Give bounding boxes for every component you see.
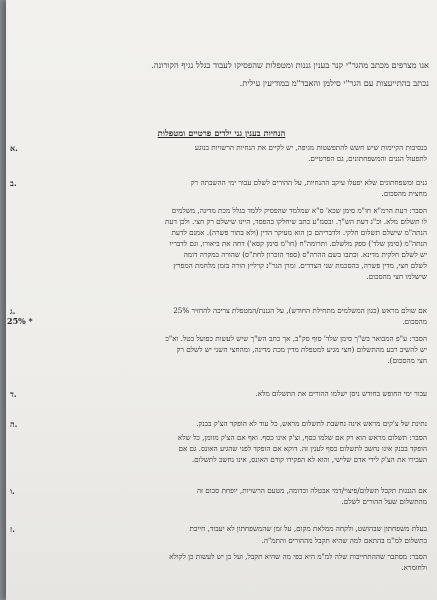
intro-line: אנו מצרפים מכתב מהגר"י קנר בענין גננות ומטפלות שהפסיקו לעבוד בגלל נגיף הקורונה.	[151, 60, 429, 70]
document-title: הנחיות בענין גני ילדים פרטיים ומטפלות	[157, 128, 286, 138]
section-line: בתשלום למ"מ בהתאם למה שהיא תקבל מההורים והתמ"ה.	[261, 536, 427, 545]
document-page	[6, 0, 437, 600]
section-line: מהתשלום שעל ההורים לשלם.	[341, 497, 427, 506]
margin-note: 25% *	[7, 316, 33, 326]
section-line: נתינת של צ'קים מראש אינה נחשבת לתשלום מראש, כל עוד לא הופקד הצ'ק בבנק.	[196, 419, 427, 428]
section-line: הסבר: ע"פ המבואר בש"ך סימן שלד' סוף סק"ב, אך כתב הש"ך שיש לעשות כפועל בטל. וא"כ	[165, 334, 427, 343]
section-line: לתפעול הגנים והמשפחתונים, גם הפרטיים.	[308, 154, 427, 163]
section-line: אם הגננות תקבל תשלום/פיצוי/דמי אבטלה וכדומה, מטעם הרשויות, יופחת סכום זה	[196, 486, 427, 495]
section-label: ה.	[10, 419, 18, 429]
section-line: גנים ומשפחתונים שלא יפעלו עיקב ההנחיות, על ההורים לשלם עבור ימי ההשבתה רק	[190, 178, 427, 187]
section-label: א.	[10, 143, 18, 153]
section-line: הנתה"מ (סימן שלד') ספק מלשלם. ותרומה"ח (חו"מ סימן קסא') דחה את ביאורו, וגם לדבריו	[169, 239, 427, 248]
section-line: לשלם חצי, מדין פשרה, בהסכמת שני הצדדים. ומרן הגר"נ קרליץ הורה בזמן מלחמת המפרץ	[173, 261, 427, 270]
section-line: אם שולם מראש (כגון המשלמים מתחילת החודש), על הגננת/המטפלת צריכה להחזיר 25%	[173, 306, 427, 315]
section-label: ג.	[10, 306, 16, 316]
section-line: מחצית מהסכום.	[381, 189, 427, 198]
section-label: ד.	[10, 389, 17, 399]
section-line: חצי מהסכום).	[387, 356, 427, 365]
section-line: עבור ימי החופש בחודש ניסן ישלמו ההורים את התשלום מלא.	[255, 389, 427, 398]
section-line: העבירו את הצ'ק לידי אדם שלישי, והוא לא הפקידו קודם האונס, אינו נחשב לתשלום.	[191, 455, 427, 464]
section-line: ולחומרא.	[401, 563, 427, 572]
section-label: ב.	[10, 178, 17, 188]
section-line: יש לשלם חלקית מדינא. וכתבו בשם ההרה"ס (ספר הזכרון לחת"ס) שהורה במקרה דומה	[183, 250, 427, 259]
section-line: בנסיבות הקיימות שיש חשש להתפשטות מגיפה, יש לקיים את הנחיות הרשויות בנוגע	[194, 143, 427, 152]
section-line: הנתה"מ שישלם תשלום חלקי. ולדבריהם כן הוא מעיקר הדין (ולא בתור פשרה). אמנם לדעת	[171, 228, 427, 237]
section-line: הסבר: מסתבר שההתחייבות שלה למ"מ היא כפי מה שהיא תקבל, ועל כן יש לעשות כן לקולא	[169, 552, 427, 561]
section-label: ז.	[10, 524, 16, 534]
section-line: בעלת משפחתון שבהושט, ולקחה ממלאת מקום, על זמן שהמשפחתון לא יעבוד, חייבת	[189, 524, 427, 533]
section-line: מהסכום.	[402, 317, 427, 326]
section-line: הופקד בבנק אינו נחשב לתשלום כסף לענין זה. דוקא אם הופקד לפני שהגיע האונס. גם אם	[178, 444, 427, 453]
section-line: שישלמו חצי מהסכום.	[366, 272, 427, 281]
intro-line: נכתב בהתייעצות עם הגר"י סילמן והאבד"מ במודיעין עילית.	[239, 78, 429, 88]
section-line: יש להשיב רבע מהתשלום (חצי מגיע למטפלת מדין מכת מדינה, ומהחצי השני יש לשלם רק	[176, 345, 427, 354]
section-line: לו תשלום מלא. וכ"ג דעת הש"ך. ובסמ"ע כתב שיחלקו בהפסד, היינו שישלם רק חצי. ולכן דעת	[165, 217, 427, 226]
section-line: הסבר: תשלום מראש הוא רק אם שלמו כסף, וצ'ק אינו כסף. ואף אם הצ'ק מזומן, כל שלא	[177, 433, 427, 442]
section-line: הסבר: דעת הרמ"א חו"מ סימן שכא' ס"א שמלמד שהפסיק ללמד בגלל מכת מדינה, משלמים	[171, 206, 427, 215]
section-label: ו.	[10, 486, 15, 496]
